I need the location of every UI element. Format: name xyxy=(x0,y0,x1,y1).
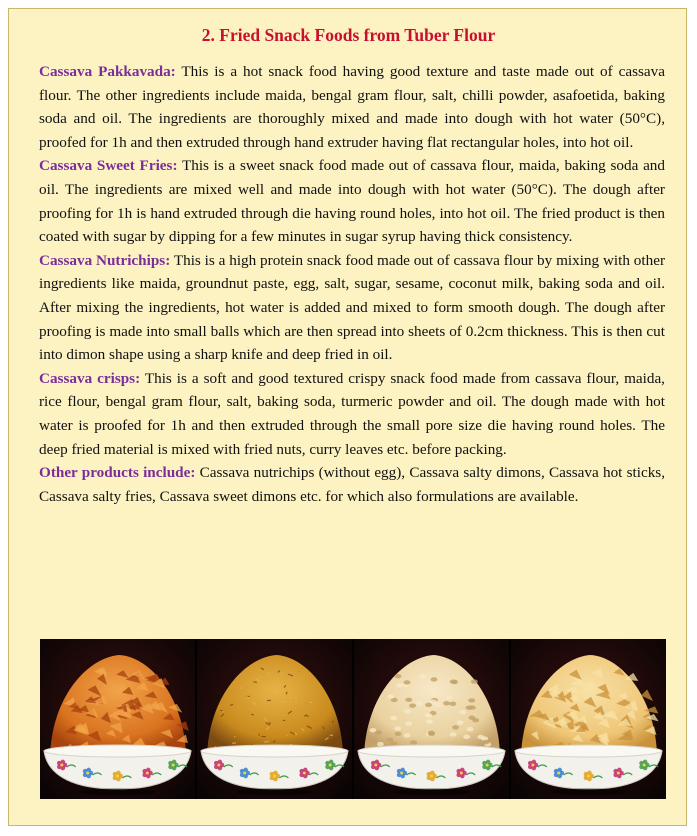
term-label: Cassava Sweet Fries: xyxy=(39,157,178,175)
crisps-bowl-photo xyxy=(511,639,666,799)
paragraph-text: Cassava nutrichips (without egg), Cassava salty dimons, Cassava hot sticks, Cassava salty fries, Cassava sweet dimons etc. for which also formulations are available. xyxy=(39,464,666,505)
section-title: 2. Fried Snack Foods from Tuber Flour xyxy=(201,25,496,45)
content-panel xyxy=(8,8,687,826)
term-label: Other products include: xyxy=(39,464,196,482)
paragraph-crisps xyxy=(39,367,665,461)
paragraph-nutrichips xyxy=(39,249,665,367)
paragraph-other-products xyxy=(39,461,665,508)
paragraph-text: This is a soft and good textured crispy snack food made from cassava flour, maida, rice flour, bengal gram flour, salt, baking soda, turmeric powder and oil. The dough made with hot water is proofed for 1h and then extruded through the small pore size die having round holes. The deep fried material is mixed with fried nuts, curry leaves etc. before packing. xyxy=(39,369,665,458)
sweet-fries-bowl-photo xyxy=(197,639,352,799)
paragraph-pakkavada xyxy=(39,60,665,154)
body-text xyxy=(39,60,665,508)
pakkavada-bowl-photo xyxy=(40,639,195,799)
term-label: Cassava crisps: xyxy=(39,369,141,387)
term-label: Cassava Pakkavada: xyxy=(39,63,176,80)
snack-photo-strip xyxy=(40,639,666,799)
paragraph-text: This is a sweet snack food made out of cassava flour, maida, baking soda and oil. The ingredients are mixed well and made into dough with hot water (50°C). The dough after proofing for 1h is hand extruded through die having round holes, into hot oil. The fried product is then coated with sugar by dipping for a few minutes in sugar syrup having thick consistency. xyxy=(39,157,665,246)
paragraph-text: This is a high protein snack food made out of cassava flour by mixing with other ingredients like maida, groundnut paste, egg, salt, sugar, sesame, coconut milk, baking soda and oil. After mixing the ingredients, hot water is added and mixed to form smooth dough. The dough after proofing is made into small balls which are then spread into sheets of 0.2cm thickness. This is then cut into dimon shape using a sharp knife and deep fried in oil. xyxy=(39,251,666,364)
paragraph-text: This is a hot snack food having good texture and taste made out of cassava flour. The other ingredients include maida, bengal gram flour, salt, chilli powder, asafoetida, baking soda and oil. The ingredients are thoroughly mixed and made into dough with hot water (50°C), proofed for 1h and then extruded through hand extruder having flat rectangular holes, into hot oil. xyxy=(39,63,665,151)
nutrichips-bowl-photo xyxy=(354,639,509,799)
paragraph-sweet-fries xyxy=(39,154,665,248)
term-label: Cassava Nutrichips: xyxy=(39,251,171,269)
